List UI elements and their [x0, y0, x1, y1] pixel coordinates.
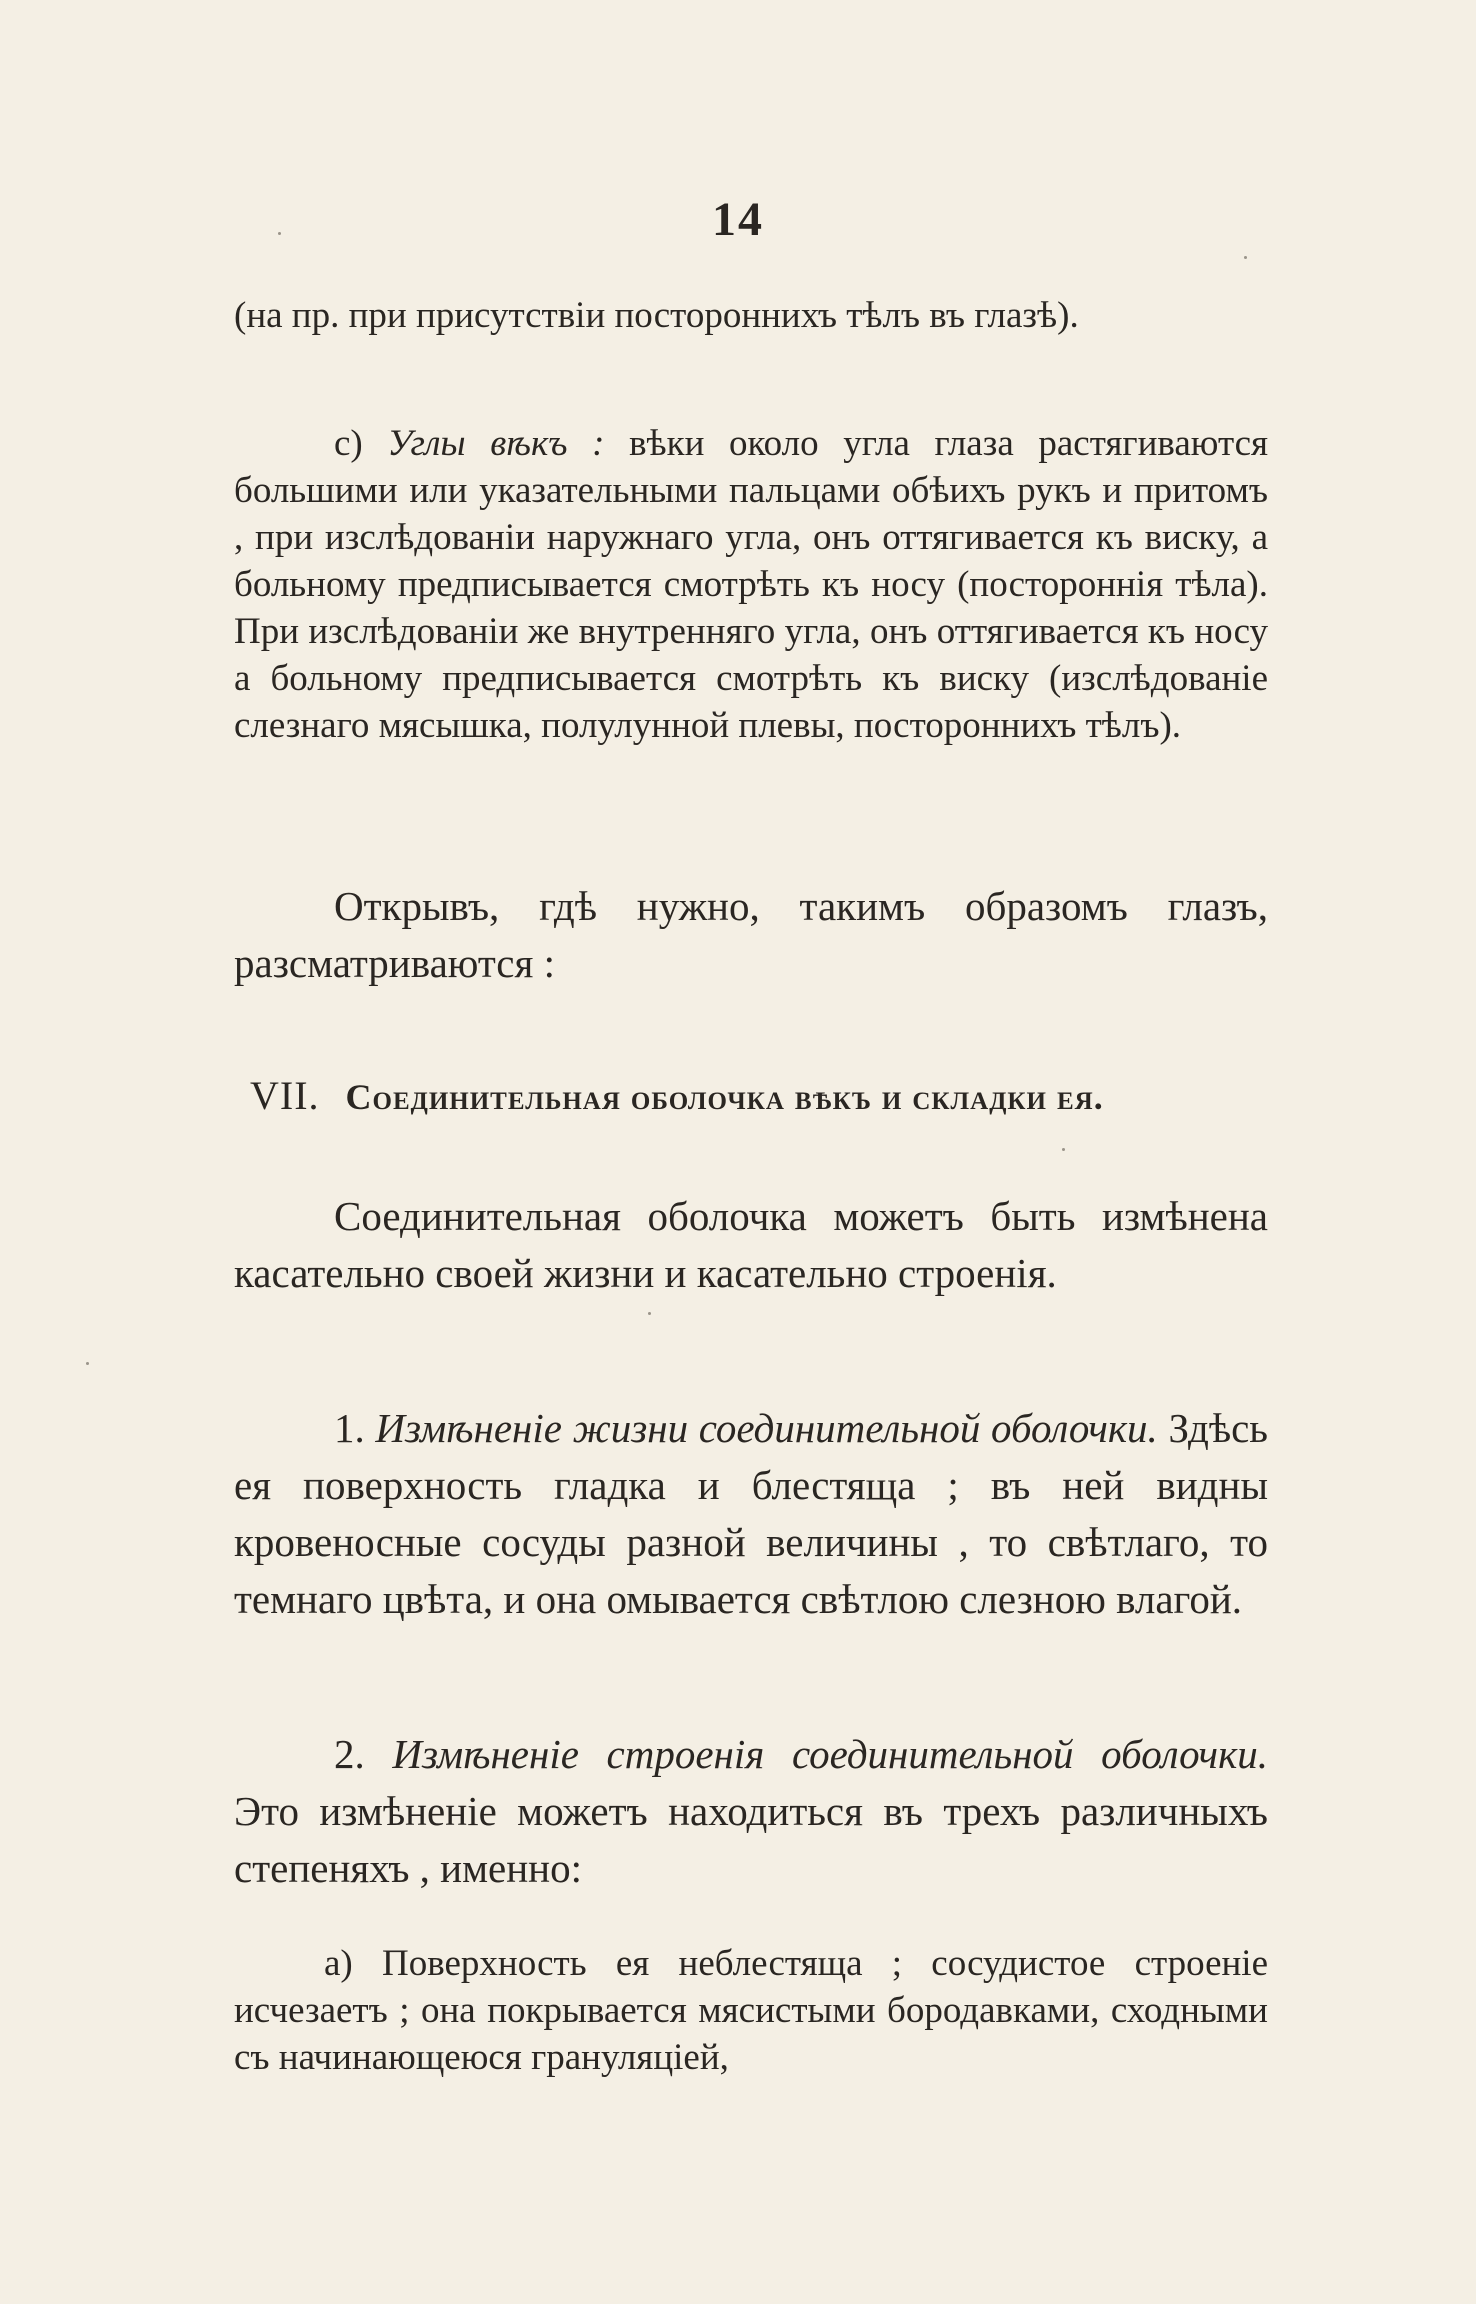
paper-speck	[648, 1312, 651, 1315]
paragraph-1	[234, 1400, 1268, 1628]
paragraph-text: Соединительная оболочка можетъ быть измѣнена касательно своей жизни и касательно строенiя.	[234, 1193, 1268, 1296]
paragraph-text	[234, 1726, 1268, 1897]
paragraph-2	[234, 1726, 1268, 1897]
item-label: c)	[334, 423, 363, 464]
paragraph-text	[234, 1940, 1268, 2081]
paragraph-body: Поверхность ея неблестяща ; сосудистое строенiе исчезаетъ ; она покрывается мясистыми бородавками, сходными съ начинающеюся грануляцiей,	[234, 1943, 1268, 2078]
paragraph-text: (на пр. при присутствiи постороннихъ тѣлъ въ глазѣ).	[234, 295, 1079, 336]
paragraph-body: вѣки около угла глаза растягиваются большими или указательными пальцами обѣихъ рукъ и притомъ , при изслѣдованiи наружнаго угла, онъ оттягивается къ виску, а больному предписывается смотрѣть къ носу (постороннiя тѣла). При изслѣдованiи же внутренняго угла, онъ оттягивается къ носу а больному предписывается смотрѣть къ виску (изслѣдованiе слезнаго мясышка, полулунной плевы, постороннихъ тѣлъ).	[234, 423, 1269, 746]
item-number: 2.	[334, 1731, 365, 1777]
paragraph-text	[234, 1400, 1268, 1628]
paper-speck	[1062, 1148, 1065, 1151]
paragraph-continuation	[234, 292, 1268, 339]
italic-term: Измѣненiе жизни соединительной оболочки.	[375, 1405, 1158, 1451]
italic-term: Измѣненiе строенiя соединительной оболочки.	[392, 1731, 1268, 1777]
paragraph-text	[234, 420, 1268, 749]
section-number: VII.	[250, 1073, 320, 1118]
paragraph-c	[234, 420, 1268, 749]
paper-speck	[86, 1362, 89, 1365]
paragraph-a	[234, 1940, 1268, 2081]
italic-term: Углы вѣкъ :	[387, 423, 605, 464]
paper-speck	[1244, 256, 1247, 259]
paragraph-opening	[234, 878, 1268, 992]
paragraph-intro	[234, 1188, 1268, 1302]
paragraph-text: Открывъ, гдѣ нужно, такимъ образомъ глазъ, разсматриваются :	[234, 883, 1268, 986]
section-heading	[250, 1072, 1270, 1119]
section-title: Соединительная оболочка вѣкъ и складки ея.	[345, 1077, 1104, 1117]
item-label: a)	[324, 1943, 353, 1984]
paragraph-body: Здѣсь ея поверхность гладка и блестяща ; въ ней видны кровеносные сосуды разной величины , то свѣтлаго, то темнаго цвѣта, и она омывается свѣтлою слезною влагой.	[234, 1405, 1269, 1622]
paragraph-body: Это измѣненiе можетъ находиться въ трехъ различныхъ степеняхъ , именно:	[234, 1788, 1268, 1891]
page-number: 14	[712, 193, 764, 246]
item-number: 1.	[334, 1405, 365, 1451]
